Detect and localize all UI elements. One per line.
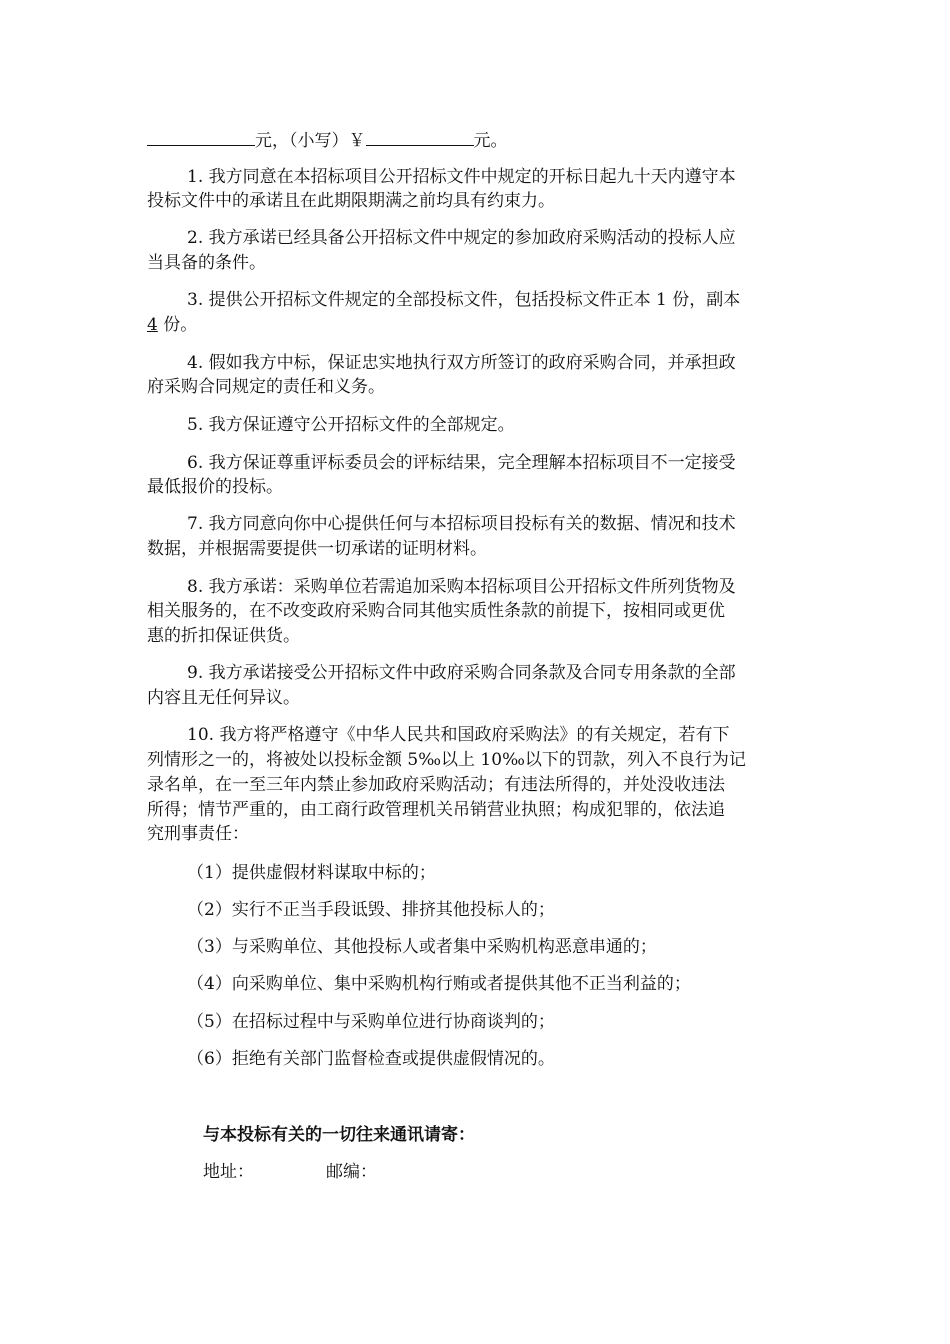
copies-count: 4 [147, 315, 158, 335]
item-10-line-3: 录名单，在一至三年内禁止参加政府采购活动；有违法所得的，并处没收违法 [147, 775, 725, 795]
item-7-line-2: 数据，并根据需要提供一切承诺的证明材料。 [147, 539, 487, 559]
item-10-line-2: 列情形之一的，将被处以投标金额 5‰以上 10‰以下的罚款，列入不良行为记 [147, 750, 746, 770]
item-10-line-4: 所得；情节严重的，由工商行政管理机关吊销营业执照；构成犯罪的，依法追 [147, 800, 725, 820]
postcode-label: 邮编： [326, 1162, 377, 1182]
subitem-1: （1）提供虚假材料谋取中标的； [187, 863, 436, 883]
item-7-line-1: 7. 我方同意向你中心提供任何与本招标项目投标有关的数据、情况和技术 [187, 514, 736, 534]
item-10-line-1: 10. 我方将严格遵守《中华人民共和国政府采购法》的有关规定，若有下 [187, 725, 730, 745]
item-5-line-1: 5. 我方保证遵守公开招标文件的全部规定。 [187, 415, 515, 435]
item-1-line-1: 1. 我方同意在本招标项目公开招标文件中规定的开标日起九十天内遵守本 [187, 167, 736, 187]
item-9-line-2: 内容且无任何异议。 [147, 688, 300, 708]
subitem-2: （2）实行不正当手段诋毁、排挤其他投标人的； [187, 900, 555, 920]
amount-figures-blank [366, 127, 474, 146]
subitem-6: （6）拒绝有关部门监督检查或提供虚假情况的。 [187, 1049, 555, 1069]
amount-line [147, 127, 817, 153]
address-label: 地址： [203, 1162, 254, 1182]
amount-words-blank [147, 127, 255, 146]
amount-yuan-end: 元。 [473, 131, 508, 151]
item-6-line-2: 最低报价的投标。 [147, 477, 283, 497]
item-8-line-3: 惠的折扣保证供货。 [147, 626, 300, 646]
subitem-3: （3）与采购单位、其他投标人或者集中采购机构恶意串通的； [187, 937, 657, 957]
item-8-line-2: 相关服务的，在不改变政府采购合同其他实质性条款的前提下，按相同或更优 [147, 601, 725, 621]
subitem-5: （5）在招标过程中与采购单位进行协商谈判的； [187, 1012, 555, 1032]
amount-yuan-label: 元，（小写）￥ [255, 131, 366, 151]
item-1-line-2: 投标文件中的承诺且在此期限期满之前均具有约束力。 [147, 191, 555, 211]
item-10-line-5: 究刑事责任： [147, 824, 249, 844]
item-2-line-2: 当具备的条件。 [147, 253, 266, 273]
item-2-line-1: 2. 我方承诺已经具备公开招标文件中规定的参加政府采购活动的投标人应 [187, 228, 736, 248]
item-4-line-2: 府采购合同规定的责任和义务。 [147, 377, 385, 397]
item-8-line-1: 8. 我方承诺：采购单位若需追加采购本招标项目公开招标文件所列货物及 [187, 577, 736, 597]
subitem-4: （4）向采购单位、集中采购机构行贿或者提供其他不正当利益的； [187, 974, 691, 994]
item-3-line-2 [147, 313, 817, 337]
item-3-line-1: 3. 提供公开招标文件规定的全部投标文件，包括投标文件正本 1 份，副本 [187, 290, 741, 310]
item-6-line-1: 6. 我方保证尊重评标委员会的评标结果，完全理解本招标项目不一定接受 [187, 453, 736, 473]
item-4-line-1: 4. 假如我方中标，保证忠实地执行双方所签订的政府采购合同，并承担政 [187, 353, 736, 373]
copies-unit: 份。 [157, 315, 198, 335]
item-9-line-1: 9. 我方承诺接受公开招标文件中政府采购合同条款及合同专用条款的全部 [187, 663, 736, 683]
contact-heading: 与本投标有关的一切往来通讯请寄： [203, 1125, 475, 1145]
